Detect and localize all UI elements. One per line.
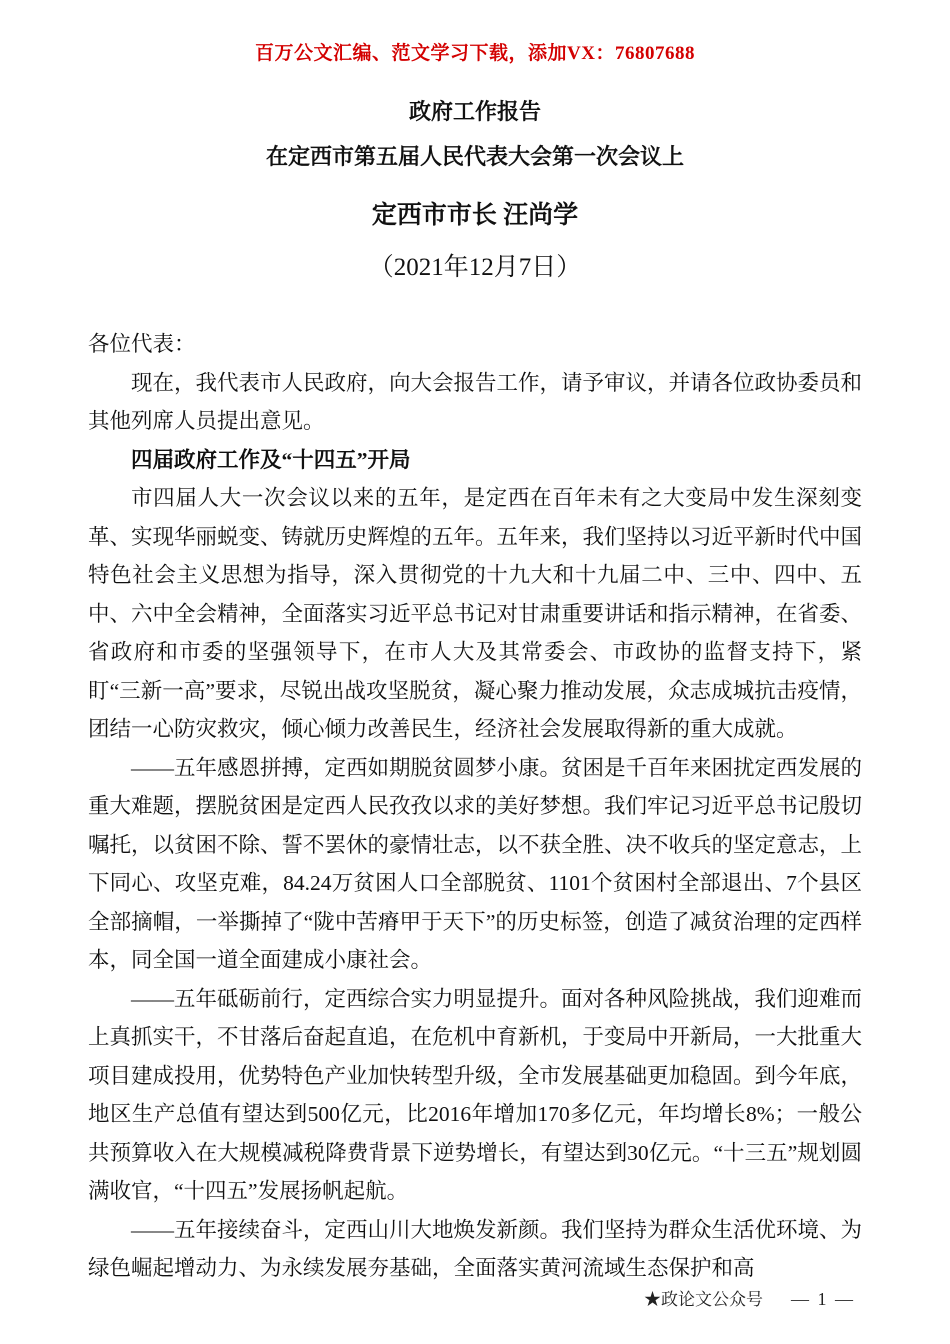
document-body [88,325,862,1288]
footer-brand: ★政论文公众号 [644,1290,763,1309]
section-heading: 四届政府工作及“十四五”开局 [131,447,411,472]
promo-banner: 百万公文汇编、范文学习下载，添加VX：76807688 [255,43,695,64]
paragraph: 现在，我代表市人民政府，向大会报告工作，请予审议，并请各位政协委员和其他列席人员提出意见。 [88,370,863,433]
salutation: 各位代表： [88,332,196,356]
document-date: （2021年12月7日） [368,254,582,281]
page-number: — 1 — [791,1289,855,1309]
paragraph: ——五年接续奋斗，定西山川大地焕发新颜。我们坚持为群众生活优环境、为绿色崛起增动力、为永续发展夯基础，全面落实黄河流域生态保护和高 [88,1217,863,1280]
document-subtitle: 在定西市第五届人民代表大会第一次会议上 [265,144,684,169]
page-footer [644,1285,855,1310]
document-title: 政府工作报告 [408,99,541,124]
document-author: 定西市市长 汪尚学 [371,202,579,229]
paragraph: ——五年感恩拼搏，定西如期脱贫圆梦小康。贫困是千百年来困扰定西发展的重大难题，摆脱贫困是定西人民孜孜以求的美好梦想。我们牢记习近平总书记殷切嘱托，以贫困不除、誓不罢休的豪情壮志，以不获全胜、决不收兵的坚定意志，上下同心、攻坚克难，84.24万贫困人口全部脱贫、1101个贫困村全部退出、7个县区全部摘帽，一举撕掉了“陇中苦瘠甲于天下”的历史标签，创造了减贫治理的定西样本，同全国一道全面建成小康社会。 [88,755,863,972]
paragraph: ——五年砥砺前行，定西综合实力明显提升。面对各种风险挑战，我们迎难而上真抓实干，不甘落后奋起直追，在危机中育新机，于变局中开新局，一大批重大项目建成投用，优势特色产业加快转型升级，全市发展基础更加稳固。到今年底，地区生产总值有望达到500亿元，比2016年增加170多亿元，年均增长8%；一般公共预算收入在大规模减税降费背景下逆势增长，有望达到30亿元。“十三五”规划圆满收官，“十四五”发展扬帆起航。 [88,986,863,1203]
paragraph: 市四届人大一次会议以来的五年，是定西在百年未有之大变局中发生深刻变革、实现华丽蜕变、铸就历史辉煌的五年。五年来，我们坚持以习近平新时代中国特色社会主义思想为指导，深入贯彻党的十九大和十九届二中、三中、四中、五中、六中全会精神，全面落实习近平总书记对甘肃重要讲话和指示精神，在省委、省政府和市委的坚强领导下，在市人大及其常委会、市政协的监督支持下，紧盯“三新一高”要求，尽锐出战攻坚脱贫，凝心聚力推动发展，众志成城抗击疫情，团结一心防灾救灾，倾心倾力改善民生，经济社会发展取得新的重大成就。 [88,486,863,741]
